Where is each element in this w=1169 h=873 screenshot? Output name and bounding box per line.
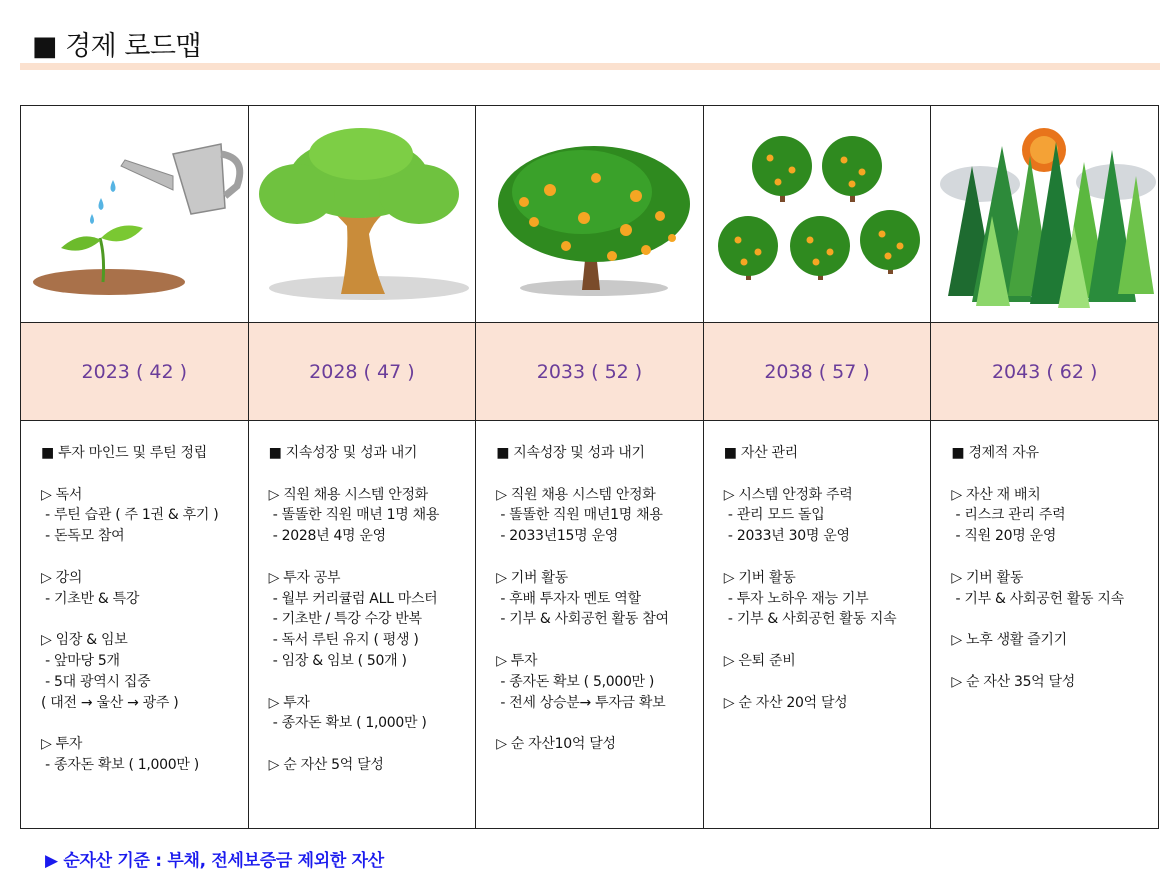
plan-detail: - 기초반 / 특강 수강 반복 (268, 611, 422, 628)
plan-detail: - 전세 상승분→ 투자금 확보 (496, 694, 666, 711)
stage-plan-text (21, 421, 248, 776)
spacer (496, 630, 695, 651)
plan-detail: - 똘똘한 직원 매년1명 채용 (496, 507, 663, 524)
plan-item: ▷ 임장 & 임보 (41, 632, 128, 649)
plan-detail: - 루틴 습관 ( 주 1권 & 후기 ) (41, 507, 219, 524)
section-heading: ■ 지속성장 및 성과 내기 (496, 445, 645, 461)
stage-image-cell (476, 106, 704, 323)
plan-item: ▷ 순 자산10억 달성 (496, 736, 616, 753)
plan-detail: - 기초반 & 특강 (41, 590, 140, 607)
plan-item: ▷ 투자 공부 (268, 569, 341, 586)
stage-plan-text (249, 421, 476, 776)
plan-item: ▷ 자산 재 배치 (951, 486, 1041, 503)
stage-image-cell (21, 106, 249, 323)
spacer (41, 464, 240, 485)
spacer (951, 609, 1150, 630)
spacer (41, 713, 240, 734)
plan-item: ▷ 기버 활동 (951, 569, 1024, 586)
spacer (496, 713, 695, 734)
stage-content-cell (476, 421, 704, 829)
stage-content-cell (21, 421, 249, 829)
stage-content-cell (248, 421, 476, 829)
plan-detail: - 2028년 4명 운영 (268, 528, 386, 545)
plan-detail: - 2033년 30명 운영 (723, 528, 850, 545)
plan-detail: - 앞마당 5개 (41, 652, 120, 669)
spacer (724, 547, 923, 568)
year-label: 2033 ( 52 ) (476, 323, 704, 421)
year-row (21, 323, 1159, 421)
plan-item: ▷ 은퇴 준비 (723, 652, 796, 669)
plan-detail: - 기부 & 사회공헌 활동 지속 (951, 590, 1124, 607)
plan-detail: - 기부 & 사회공헌 활동 지속 (723, 611, 897, 628)
spacer (724, 464, 923, 485)
section-heading: ■ 자산 관리 (723, 445, 798, 461)
plan-item: ▷ 기버 활동 (723, 569, 796, 586)
footnote: ▶ 순자산 기준 : 부채, 전세보증금 제외한 자산 (45, 851, 384, 871)
plan-item: ▷ 순 자산 20억 달성 (723, 694, 848, 711)
image-row (21, 106, 1159, 323)
plan-detail: - 종자돈 확보 ( 1,000만 ) (41, 756, 199, 773)
plan-detail: - 직원 20명 운영 (951, 528, 1057, 545)
stage-plan-text (704, 421, 931, 713)
plan-item: ▷ 순 자산 35억 달성 (951, 673, 1076, 690)
plan-detail: - 독서 루틴 유지 ( 평생 ) (268, 632, 419, 649)
fruit-tree-illustration (476, 106, 702, 322)
sprout-watering-illustration (21, 106, 247, 322)
plan-item: ▷ 투자 (268, 694, 310, 711)
spacer (951, 547, 1150, 568)
section-heading: ■ 지속성장 및 성과 내기 (268, 445, 418, 461)
young-tree-illustration (249, 106, 475, 322)
plan-item: ▷ 강의 (41, 569, 83, 586)
stage-image-cell (931, 106, 1159, 323)
page-title: ■ 경제 로드맵 (32, 31, 202, 62)
plan-detail: - 임장 & 임보 ( 50개 ) (268, 652, 407, 669)
roadmap-table (20, 105, 1159, 829)
plan-detail: - 종자돈 확보 ( 1,000만 ) (268, 715, 427, 732)
stage-content-cell (703, 421, 931, 829)
year-label: 2023 ( 42 ) (21, 323, 249, 421)
stage-plan-text (476, 421, 703, 755)
plan-detail: - 똘똘한 직원 매년 1명 채용 (268, 507, 440, 524)
spacer (269, 547, 468, 568)
forest-illustration (932, 106, 1158, 322)
spacer (496, 464, 695, 485)
plan-detail: - 리스크 관리 주력 (951, 507, 1066, 524)
plan-item: ▷ 노후 생활 즐기기 (951, 632, 1067, 649)
spacer (724, 630, 923, 651)
orchard-illustration (704, 106, 930, 322)
spacer (41, 547, 240, 568)
stage-image-cell (248, 106, 476, 323)
spacer (724, 672, 923, 693)
title-underline (20, 63, 1160, 70)
plan-detail: - 투자 노하우 재능 기부 (723, 590, 869, 607)
plan-item: ▷ 기버 활동 (496, 569, 568, 586)
plan-detail: - 월부 커리큘럼 ALL 마스터 (268, 590, 438, 607)
year-label: 2028 ( 47 ) (248, 323, 476, 421)
spacer (951, 464, 1150, 485)
section-heading: ■ 투자 마인드 및 루틴 정립 (41, 445, 207, 461)
plan-detail: - 5대 광역시 집중 (41, 673, 151, 690)
year-label: 2038 ( 57 ) (703, 323, 931, 421)
stage-content-cell (931, 421, 1159, 829)
plan-item: ▷ 직원 채용 시스템 안정화 (268, 486, 428, 503)
plan-detail: - 후배 투자자 멘토 역할 (496, 590, 641, 607)
spacer (41, 609, 240, 630)
spacer (496, 547, 695, 568)
plan-detail: - 돈독모 참여 (41, 528, 125, 545)
plan-detail: ( 대전 → 울산 → 광주 ) (41, 694, 179, 711)
spacer (951, 651, 1150, 672)
spacer (269, 464, 468, 485)
year-label: 2043 ( 62 ) (931, 323, 1159, 421)
plan-item: ▷ 직원 채용 시스템 안정화 (496, 486, 656, 503)
spacer (269, 672, 468, 693)
plan-detail: - 관리 모드 돌입 (723, 507, 825, 524)
plan-detail: - 종자돈 확보 ( 5,000만 ) (496, 673, 655, 690)
plan-detail: - 기부 & 사회공헌 활동 참여 (496, 611, 669, 628)
plan-item: ▷ 투자 (41, 736, 83, 753)
stage-image-cell (703, 106, 931, 323)
plan-item: ▷ 독서 (41, 486, 83, 503)
plan-detail: - 2033년15명 운영 (496, 528, 618, 545)
section-heading: ■ 경제적 자유 (951, 445, 1039, 461)
plan-item: ▷ 시스템 안정화 주력 (723, 486, 853, 503)
plan-item: ▷ 순 자산 5억 달성 (268, 756, 384, 773)
stage-plan-text (931, 421, 1158, 693)
content-row (21, 421, 1159, 829)
spacer (269, 734, 468, 755)
plan-item: ▷ 투자 (496, 652, 538, 669)
